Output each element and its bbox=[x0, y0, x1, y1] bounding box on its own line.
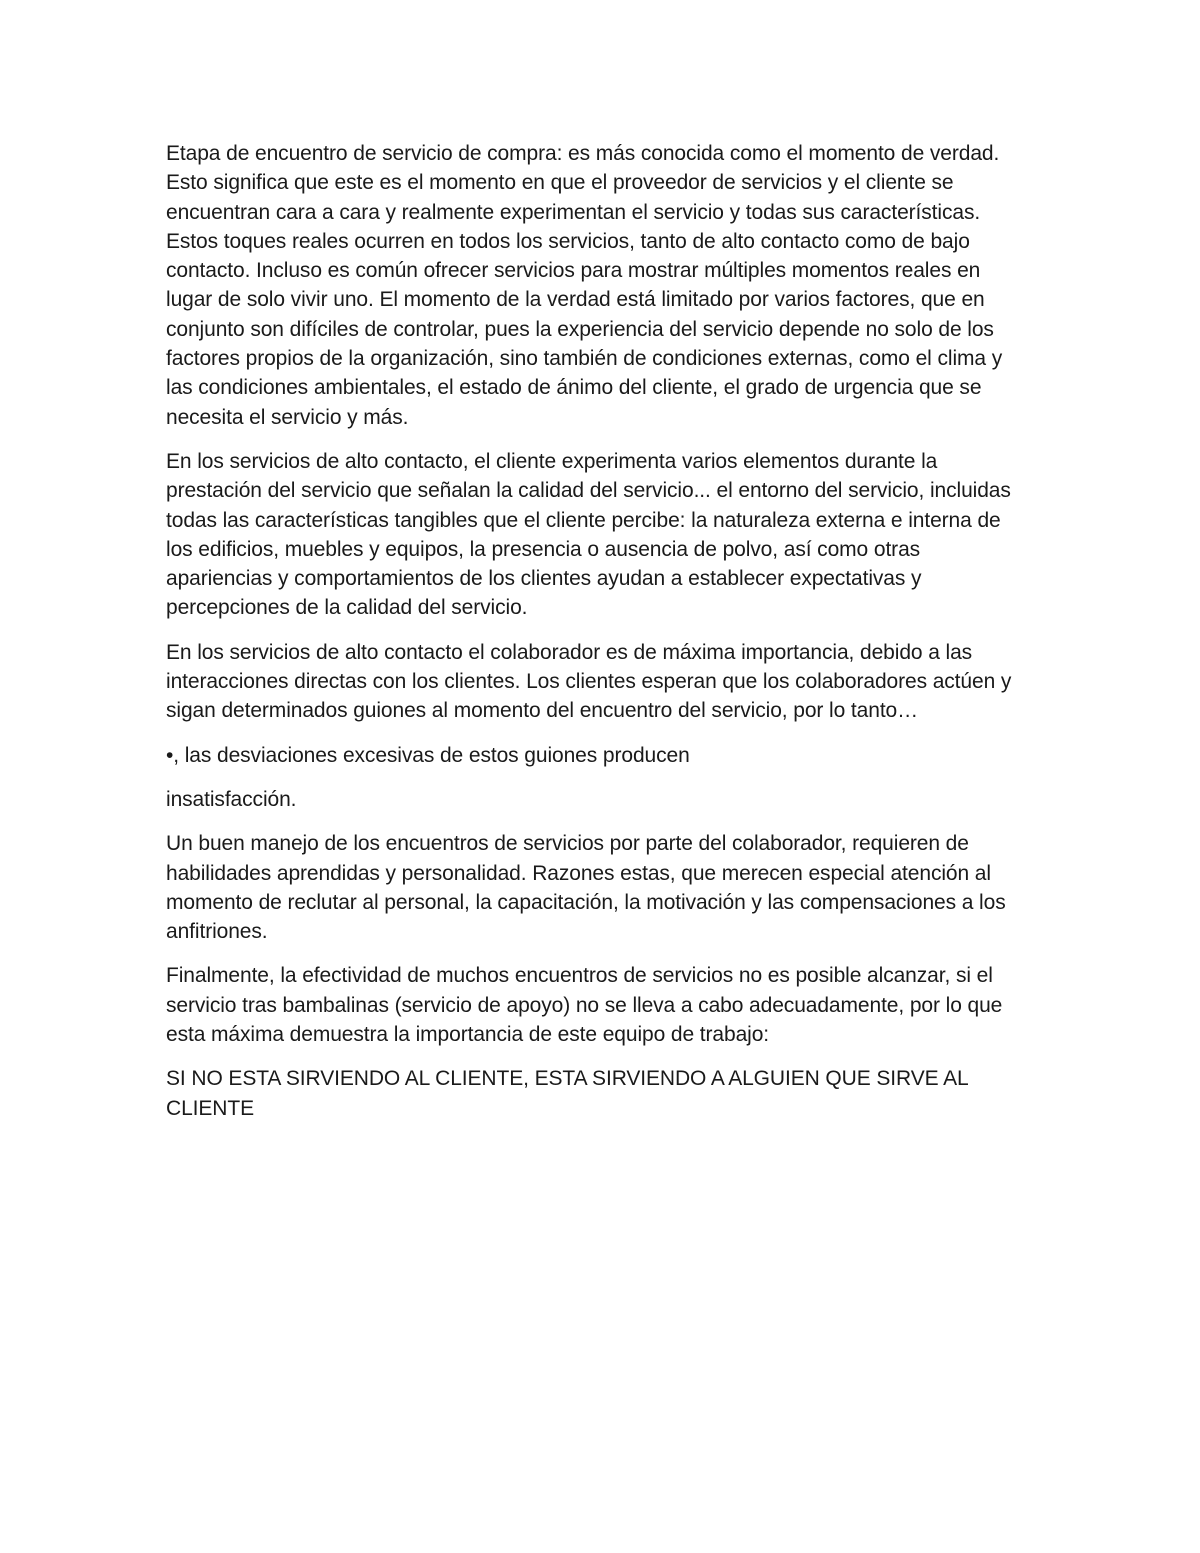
paragraph-finalmente: Finalmente, la efectividad de muchos encuentros de servicios no es posible alcanzar, si el servicio tras bambalinas (servicio de apoyo) no se lleva a cabo adecuadamente, por lo que esta máxima demuestra la importancia de este equipo de trabajo: bbox=[166, 964, 1003, 1047]
document-body bbox=[166, 139, 1032, 1138]
paragraph-alto-contacto-entorno: En los servicios de alto contacto, el cliente experimenta varios elementos durante la prestación del servicio que señalan la calidad del servicio... el entorno del servicio, incluidas todas las características tangibles que el cliente percibe: la naturaleza externa e interna de los edificios, muebles y equipos, la presencia o ausencia de polvo, así como otras apariencias y comportamientos de los clientes ayudan a establecer expectativas y percepciones de la calidad del servicio. bbox=[166, 449, 1011, 620]
paragraph-momento-de-verdad: Etapa de encuentro de servicio de compra: es más conocida como el momento de verdad. Esto significa que este es el momento en que el proveedor de servicios y el cliente se encuentran cara a cara y realmente experimentan el servicio y todas sus características. Estos toques reales ocurren en todos los servicios, tanto de alto contacto como de bajo contacto. Incluso es común ofrecer servicios para mostrar múltiples momentos reales en lugar de solo vivir uno. El momento de la verdad está limitado por varios factores, que en conjunto son difíciles de controlar, pues la experiencia del servicio depende no solo de los factores propios de la organización, sino también de condiciones externas, como el clima y las condiciones ambientales, el estado de ánimo del cliente, el grado de urgencia que se necesita el servicio y más. bbox=[166, 142, 1003, 429]
paragraph-buen-manejo: Un buen manejo de los encuentros de servicios por parte del colaborador, requieren de habilidades aprendidas y personalidad. Razones estas, que merecen especial atención al momento de reclutar al personal, la capacitación, la motivación y las compensaciones a los anfitriones. bbox=[166, 832, 1006, 944]
paragraph-colaborador-importancia: En los servicios de alto contacto el colaborador es de máxima importancia, debido a las interacciones directas con los clientes. Los clientes esperan que los colaboradores actúen y sigan determinados guiones al momento del encuentro del servicio, por lo tanto… bbox=[166, 640, 1012, 723]
paragraph-maxima-cliente: SI NO ESTA SIRVIENDO AL CLIENTE, ESTA SIRVIENDO A ALGUIEN QUE SIRVE AL CLIENTE bbox=[166, 1067, 968, 1120]
paragraph-insatisfaccion: insatisfacción. bbox=[166, 787, 297, 811]
paragraph-desviaciones-guiones: •, las desviaciones excesivas de estos guiones producen bbox=[166, 743, 690, 767]
